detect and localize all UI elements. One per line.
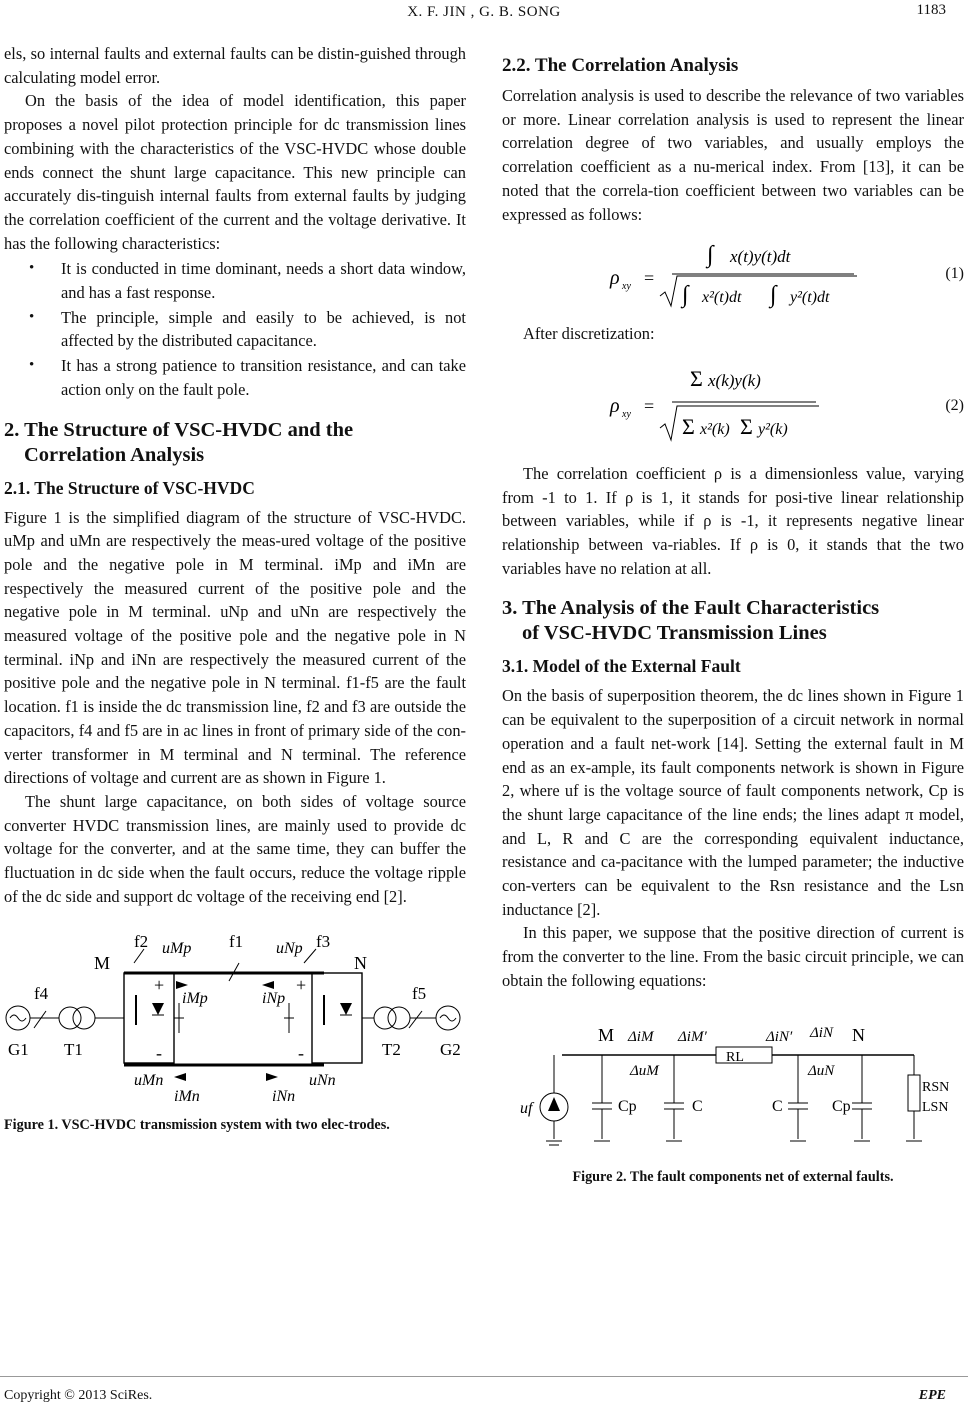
figure-1	[4, 933, 466, 1103]
resistance-rsn-label: RSN	[922, 1079, 950, 1095]
fault-label-f5: f5	[412, 983, 427, 1003]
svg-text:Σ: Σ	[690, 365, 703, 391]
fault-label-f2: f2	[134, 932, 149, 951]
svg-text:x(k)y(k): x(k)y(k)	[708, 370, 761, 390]
svg-text:y²(k): y²(k)	[758, 420, 788, 438]
paragraph: The correlation coefficient ρ is a dimensionless value, varying from -1 to 1. If ρ is 1, it stands for posi-tive linear relationship between variables, while if ρ is -1, it represents negative linear relationship between va-riables. If ρ is 0, it stands that the two variables have no relation at all.	[502, 463, 964, 578]
fault-label-f1: f1	[229, 932, 244, 951]
svg-text:ρ: ρ	[610, 267, 620, 290]
plus-sign: +	[154, 974, 165, 995]
page-number: 1183	[916, 2, 946, 18]
list-item: • It is conducted in time dominant, needs a short data window, and has a fast response.	[4, 257, 466, 304]
svg-text:=: =	[644, 395, 655, 416]
terminal-m-label: M	[598, 1024, 615, 1045]
left-column	[4, 42, 466, 1135]
capacitor-c-label: C	[772, 1097, 783, 1115]
voltage-label-ump: uMp	[162, 939, 192, 957]
footer-rule	[0, 1376, 968, 1377]
heading-line: 2. The Structure of VSC-HVDC and the	[4, 418, 354, 441]
minus-sign: -	[298, 1042, 304, 1063]
terminal-n-label: N	[354, 952, 367, 973]
svg-text:x(t)y(t)dt: x(t)y(t)dt	[730, 247, 791, 267]
fault-label-f3: f3	[316, 932, 331, 951]
svg-text:Σ: Σ	[740, 413, 753, 439]
voltage-label-delta-un: ΔuN	[808, 1062, 835, 1079]
list-item: • The principle, simple and easily to be achieved, is not affected by the distributed capacitance.	[4, 306, 466, 353]
transformer-t1-label: T1	[64, 1039, 83, 1059]
equation-number: (2)	[945, 396, 964, 414]
voltage-label-unp: uNp	[276, 939, 303, 957]
journal-abbrev: EPE	[918, 1388, 946, 1403]
equation-2-formula	[502, 354, 902, 454]
equation-number: (1)	[945, 265, 964, 283]
minus-sign: -	[156, 1042, 162, 1063]
list-item: • It has a strong patience to transition resistance, and can take action only on the fault pole.	[4, 354, 466, 401]
equation-1	[502, 234, 964, 314]
paragraph: On the basis of the idea of model identification, this paper proposes a novel pilot protection principle for dc transmission lines combining with the characteristics of the VSC-HVDC whose double ends connect the shunt large capacitance. This new principle can accurately dis-tinguish internal faults from external faults by judging the correlation coefficient of the current and the voltage derivative. It has the following characteristics:	[4, 91, 466, 253]
inductance-lsn-label: LSN	[922, 1099, 949, 1115]
heading-line: of VSC-HVDC Transmission Lines	[522, 622, 827, 645]
subsection-heading: 2.1. The Structure of VSC-HVDC	[4, 477, 255, 498]
svg-text:Σ: Σ	[682, 413, 695, 439]
svg-text:x²(k): x²(k)	[700, 420, 730, 438]
figure-2	[502, 1011, 964, 1161]
paragraph: The shunt large capacitance, on both sides of voltage source converter HVDC transmission lines, are mainly used to provide dc voltage for the converter, and at the same time, they can buffer the fluctuation in dc side when the fault occurs, reduce the voltage ripple of the dc side and support dc voltage of the receiving end [2].	[4, 791, 466, 906]
figure-2-diagram	[502, 1011, 964, 1161]
subsection-heading: 2.2. The Correlation Analysis	[502, 55, 739, 76]
source-uf-label: uf	[520, 1099, 533, 1117]
heading-line: Correlation Analysis	[24, 443, 205, 466]
capacitor-c-label: C	[692, 1097, 703, 1115]
transformer-t2-label: T2	[382, 1039, 401, 1059]
svg-text:xy: xy	[622, 281, 631, 293]
paragraph: In this paper, we suppose that the positive direction of current is from the converter to the line. From the basic circuit principle, we can obtain the following equations:	[502, 923, 964, 990]
paragraph: els, so internal faults and external faults can be distin-guished through calculating model error.	[4, 44, 466, 87]
figure-1-caption: Figure 1. VSC-HVDC transmission system with two elec-trodes.	[4, 1116, 390, 1133]
capacitor-cp-label: Cp	[832, 1097, 851, 1115]
copyright: Copyright © 2013 SciRes.	[4, 1388, 153, 1403]
svg-text:∫: ∫	[707, 242, 714, 269]
equation-2	[502, 354, 964, 454]
bullet-list	[4, 257, 466, 401]
fault-label-f4: f4	[34, 983, 49, 1003]
right-column	[502, 42, 964, 1187]
generator-g2-label: G2	[440, 1039, 461, 1059]
line-rl-label: RL	[726, 1049, 744, 1065]
figure-1-diagram	[4, 933, 466, 1103]
section-heading	[4, 418, 466, 468]
svg-text:xy: xy	[622, 408, 631, 420]
terminal-m-label: M	[94, 952, 111, 973]
terminal-n-label: N	[852, 1024, 865, 1045]
svg-text:=: =	[644, 268, 655, 289]
svg-text:y²(t)dt: y²(t)dt	[790, 289, 830, 307]
paragraph: Correlation analysis is used to describe the relevance of two variables or more. Linear correlation analysis is used to represent the linear correlation degree of two variables, and usually employs the correlation coefficient as a nu-merical index. From [13], it can be noted that the correla-tion coefficient between two variables can be expressed as follows:	[502, 86, 964, 224]
heading-line: 3. The Analysis of the Fault Characteristics	[502, 597, 880, 620]
paragraph: Figure 1 is the simplified diagram of the structure of VSC-HVDC. uMp and uMn are respectively the meas-ured voltage of the positive pole and the negative pole in M terminal. iMp and iMn are respectively the measured current of the positive pole and the negative pole in M terminal. uNp and uNn are respectively the measured voltage of the positive pole and the negative pole in N terminal. iNp and iNn are respectively the measured current of the positive pole and the negative pole in N terminal. f1-f5 are the fault location. f1 is inside the dc transmission line, f2 and f3 are outside the capacitors, f4 and f5 are in ac lines in front of primary side of the con-verter transformer in M terminal and N terminal. The reference directions of voltage and current are as shown in Figure 1.	[4, 507, 466, 788]
svg-text:∫: ∫	[682, 282, 689, 309]
capacitor-cp-label: Cp	[618, 1097, 637, 1115]
current-label-delta-im-prime: ΔiM′	[678, 1028, 707, 1045]
current-label-inn: iNn	[272, 1087, 296, 1103]
current-label-delta-in-prime: ΔiN′	[766, 1028, 793, 1045]
paragraph: On the basis of superposition theorem, the dc lines shown in Figure 1 can be equivalent to the superposition of a circuit network in normal operation and a fault net-work [14]. Setting the external fault in M end as an ex-ample, its fault components network is shown in Figure 2, where uf is the voltage source of fault components network, Cp is the shunt large capacitance of the line ends; the lines adapt π model, and L, R and C are the corresponding equivalent inductance, resistance and ca-pacitance with the lumped parameter; the inductive con-verters can be equivalent to the Rsn resistance and the Lsn inductance [2].	[502, 686, 964, 919]
voltage-label-umn: uMn	[134, 1071, 164, 1089]
subsection-heading: 3.1. Model of the External Fault	[502, 656, 741, 677]
paragraph: After discretization:	[523, 324, 655, 344]
running-head: X. F. JIN , G. B. SONG	[407, 4, 561, 20]
voltage-label-unn: uNn	[309, 1071, 336, 1089]
svg-text:ρ: ρ	[610, 394, 620, 417]
current-label-inp: iNp	[262, 989, 286, 1007]
generator-g1-label: G1	[8, 1039, 29, 1059]
current-label-delta-in: ΔiN	[810, 1024, 833, 1041]
current-label-imp: iMp	[182, 989, 208, 1007]
current-label-imn: iMn	[174, 1087, 200, 1103]
figure-2-caption: Figure 2. The fault components net of external faults.	[572, 1168, 894, 1185]
svg-text:∫: ∫	[770, 282, 777, 309]
svg-text:x²(t)dt: x²(t)dt	[702, 289, 742, 307]
voltage-label-delta-um: ΔuM	[630, 1062, 659, 1079]
current-label-delta-im: ΔiM	[628, 1028, 654, 1045]
plus-sign: +	[296, 974, 307, 995]
section-heading	[502, 596, 964, 646]
equation-1-formula	[502, 234, 902, 314]
